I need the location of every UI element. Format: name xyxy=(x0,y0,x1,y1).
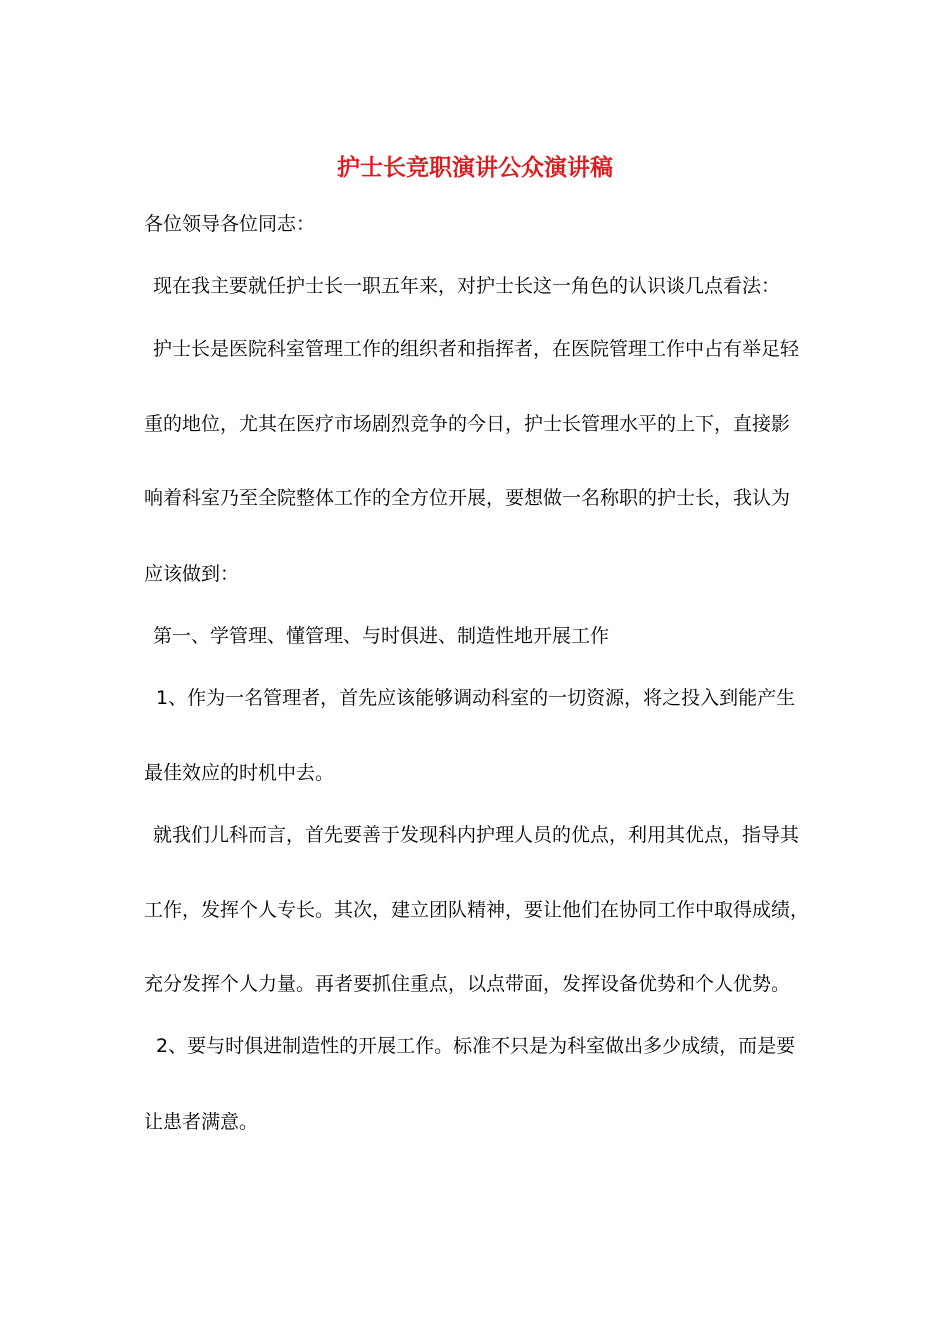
paragraph-line: 充分发挥个人力量。再者要抓住重点，以点带面，发挥设备优势和个人优势。 xyxy=(144,973,791,995)
paragraph-line: 最佳效应的时机中去。 xyxy=(144,762,335,784)
paragraph-line: 让患者满意。 xyxy=(144,1111,259,1133)
section-heading-line: 第一、学管理、懂管理、与时俱进、制造性地开展工作 xyxy=(153,625,610,647)
numbered-item-line: 2、要与时俱进制造性的开展工作。标准不只是为科室做出多少成绩，而是要 xyxy=(156,1035,796,1057)
salutation-line: 各位领导各位同志： xyxy=(144,213,316,235)
paragraph-line: 重的地位，尤其在医疗市场剧烈竞争的今日，护士长管理水平的上下，直接影 xyxy=(144,413,791,435)
numbered-item-line: 1、作为一名管理者，首先应该能够调动科室的一切资源，将之投入到能产生 xyxy=(156,687,796,709)
paragraph-line: 就我们儿科而言，首先要善于发现科内护理人员的优点，利用其优点，指导其 xyxy=(153,824,800,846)
paragraph-line: 工作，发挥个人专长。其次，建立团队精神，要让他们在协同工作中取得成绩， xyxy=(144,899,810,921)
paragraph-line: 响着科室乃至全院整体工作的全方位开展，要想做一名称职的护士长，我认为 xyxy=(144,487,791,509)
paragraph-line: 应该做到： xyxy=(144,563,240,585)
paragraph-line: 现在我主要就任护士长一职五年来，对护士长这一角色的认识谈几点看法： xyxy=(153,275,781,297)
paragraph-line: 护士长是医院科室管理工作的组织者和指挥者，在医院管理工作中占有举足轻 xyxy=(153,338,800,360)
document-title: 护士长竞职演讲公众演讲稿 xyxy=(337,154,613,181)
